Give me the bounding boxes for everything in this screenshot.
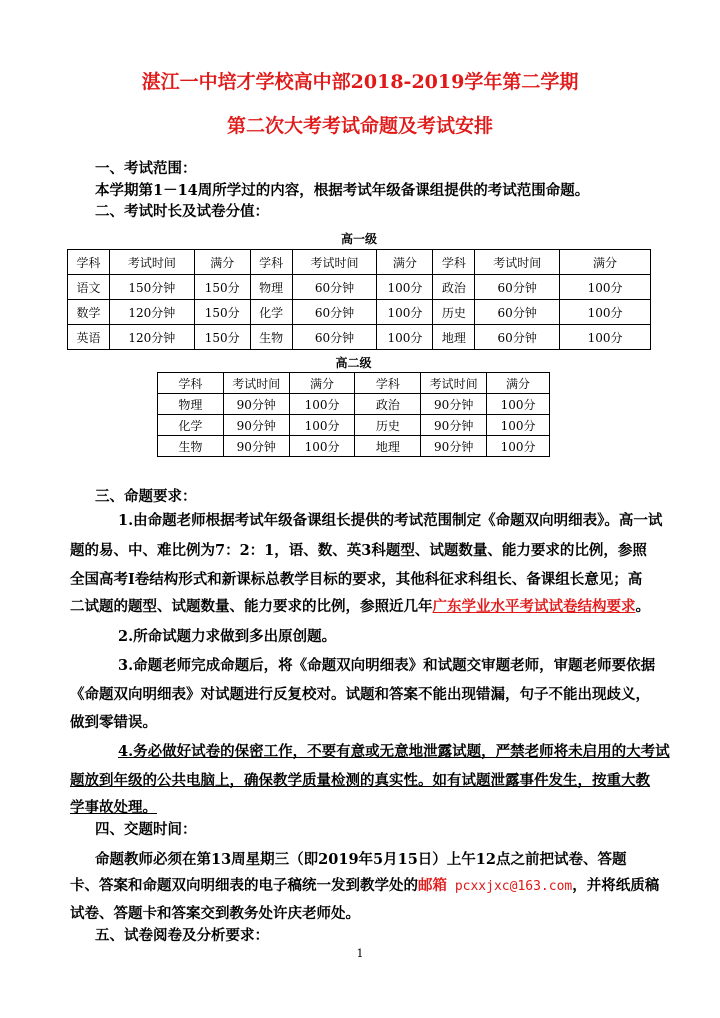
table-cell: 60分钟 — [292, 325, 377, 350]
table-header-row — [158, 373, 550, 394]
table-cell: 100分 — [560, 325, 651, 350]
table-cell: 60分钟 — [475, 275, 560, 300]
section4-line1: 命题教师必须在第13周星期三（即2019年5月15日）上午12点之前把试卷、答题 — [95, 851, 627, 868]
table-header-cell: 学科 — [433, 250, 475, 275]
table-cell: 90分钟 — [223, 415, 289, 436]
grade10-exam-table — [67, 249, 651, 350]
table-cell: 100分 — [289, 436, 355, 457]
table-cell: 生物 — [250, 325, 292, 350]
table-cell: 历史 — [355, 415, 421, 436]
table-header-cell: 考试时间 — [475, 250, 560, 275]
section3-heading: 三、命题要求： — [95, 488, 197, 505]
table-cell: 60分钟 — [475, 325, 560, 350]
table-cell: 90分钟 — [421, 436, 487, 457]
section4-line2-text: 卡、答案和命题双向明细表的电子稿统一发到教学处的 — [70, 877, 418, 894]
table-cell: 历史 — [433, 300, 475, 325]
section3-p1-line4-text: 二试题的题型、试题数量、能力要求的比例，参照近几年 — [70, 598, 433, 615]
document-title-line2: 第二次大考考试命题及考试安排 — [226, 115, 493, 137]
table-row — [158, 436, 550, 457]
table-header-cell: 考试时间 — [421, 373, 487, 394]
table-cell: 地理 — [433, 325, 475, 350]
section3-p1-line4-end: 。 — [635, 598, 650, 615]
section3-p4-line2: 题放到年级的公共电脑上，确保教学质量检测的真实性。如有试题泄露事件发生，按重大教 — [70, 772, 650, 789]
table-cell: 英语 — [68, 325, 110, 350]
section3-p1-line4 — [70, 597, 650, 617]
section3-p2: 2.所命试题力求做到多出原创题。 — [118, 628, 337, 645]
section4-line2-end: ，并将纸质稿 — [572, 877, 660, 894]
table-cell: 60分钟 — [292, 275, 377, 300]
section3-p3-line3: 做到零错误。 — [70, 714, 157, 731]
table-header-cell: 学科 — [355, 373, 421, 394]
table-cell: 化学 — [158, 415, 224, 436]
table-cell: 100分 — [377, 275, 433, 300]
table-cell: 100分 — [377, 300, 433, 325]
exam-structure-link[interactable]: 广东学业水平考试试卷结构要求 — [432, 598, 636, 615]
table-row — [68, 325, 651, 350]
table-header-row — [68, 250, 651, 275]
table-cell: 语文 — [68, 275, 110, 300]
table-header-cell: 学科 — [158, 373, 224, 394]
table-cell: 90分钟 — [223, 394, 289, 415]
table2-caption: 高二级 — [335, 356, 372, 370]
table-cell: 100分 — [560, 300, 651, 325]
table-cell: 60分钟 — [292, 300, 377, 325]
table-cell: 地理 — [355, 436, 421, 457]
table-cell: 数学 — [68, 300, 110, 325]
table-cell: 100分 — [377, 325, 433, 350]
table-cell: 物理 — [158, 394, 224, 415]
section4-heading: 四、交题时间： — [95, 821, 197, 838]
table-header-cell: 满分 — [487, 373, 550, 394]
table-cell: 100分 — [560, 275, 651, 300]
table-cell: 政治 — [433, 275, 475, 300]
table-header-cell: 考试时间 — [292, 250, 377, 275]
section3-p3-line1: 3.命题老师完成命题后，将《命题双向明细表》和试题交审题老师，审题老师要依据 — [118, 657, 656, 674]
table-cell: 100分 — [487, 436, 550, 457]
table-cell: 100分 — [289, 394, 355, 415]
table-header-cell: 考试时间 — [109, 250, 194, 275]
section4-line2 — [70, 876, 659, 897]
section3-p4-line3: 学事故处理。 — [70, 799, 157, 816]
section3-p1-line1: 1.由命题老师根据考试年级备课组长提供的考试范围制定《命题双向明细表》。高一试 — [118, 512, 663, 529]
table-header-cell: 满分 — [194, 250, 250, 275]
table1-caption: 高一级 — [340, 232, 377, 246]
section3-p1-line3: 全国高考I卷结构形式和新课标总教学目标的要求，其他科征求科组长、备课组长意见；高 — [70, 571, 643, 588]
email-label: 邮箱 — [418, 877, 447, 894]
table-cell: 150分 — [194, 275, 250, 300]
table-header-cell: 学科 — [68, 250, 110, 275]
table-cell: 120分钟 — [109, 325, 194, 350]
table-cell: 90分钟 — [223, 436, 289, 457]
grade11-exam-table — [157, 372, 550, 457]
table-cell: 生物 — [158, 436, 224, 457]
page-number: 1 — [356, 947, 364, 960]
table-header-cell: 满分 — [377, 250, 433, 275]
table-cell: 150分钟 — [109, 275, 194, 300]
table-cell: 100分 — [289, 415, 355, 436]
section1-heading: 一、考试范围： — [95, 160, 197, 177]
section2-heading: 二、考试时长及试卷分值： — [95, 203, 269, 220]
table-header-cell: 学科 — [250, 250, 292, 275]
table-cell: 90分钟 — [421, 415, 487, 436]
section3-p3-line2: 《命题双向明细表》对试题进行反复校对。试题和答案不能出现错漏，句子不能出现歧义， — [70, 686, 650, 703]
table-cell: 物理 — [250, 275, 292, 300]
table-cell: 150分 — [194, 300, 250, 325]
section4-line3: 试卷、答题卡和答案交到教务处许庆老师处。 — [70, 905, 360, 922]
table-header-cell: 满分 — [560, 250, 651, 275]
table-cell: 100分 — [487, 394, 550, 415]
document-title-line1: 湛江一中培才学校高中部2018-2019学年第二学期 — [141, 71, 579, 93]
email-address[interactable]: pcxxjxc@163.com — [447, 879, 573, 894]
table-cell: 化学 — [250, 300, 292, 325]
table-row — [158, 415, 550, 436]
table-cell: 100分 — [487, 415, 550, 436]
table-header-cell: 考试时间 — [223, 373, 289, 394]
section3-p4-line1: 4.务必做好试卷的保密工作，不要有意或无意地泄露试题，严禁老师将未启用的大考试 — [118, 743, 670, 760]
table-row — [68, 300, 651, 325]
section1-text: 本学期第1－14周所学过的内容，根据考试年级备课组提供的考试范围命题。 — [95, 182, 590, 199]
table-row — [68, 275, 651, 300]
table-header-cell: 满分 — [289, 373, 355, 394]
table-cell: 120分钟 — [109, 300, 194, 325]
table-cell: 90分钟 — [421, 394, 487, 415]
table-cell: 150分 — [194, 325, 250, 350]
section3-p1-line2: 题的易、中、难比例为7：2：1，语、数、英3科题型、试题数量、能力要求的比例，参照 — [70, 542, 647, 559]
table-cell: 政治 — [355, 394, 421, 415]
section5-heading: 五、试卷阅卷及分析要求： — [95, 927, 269, 944]
table-cell: 60分钟 — [475, 300, 560, 325]
table-row — [158, 394, 550, 415]
